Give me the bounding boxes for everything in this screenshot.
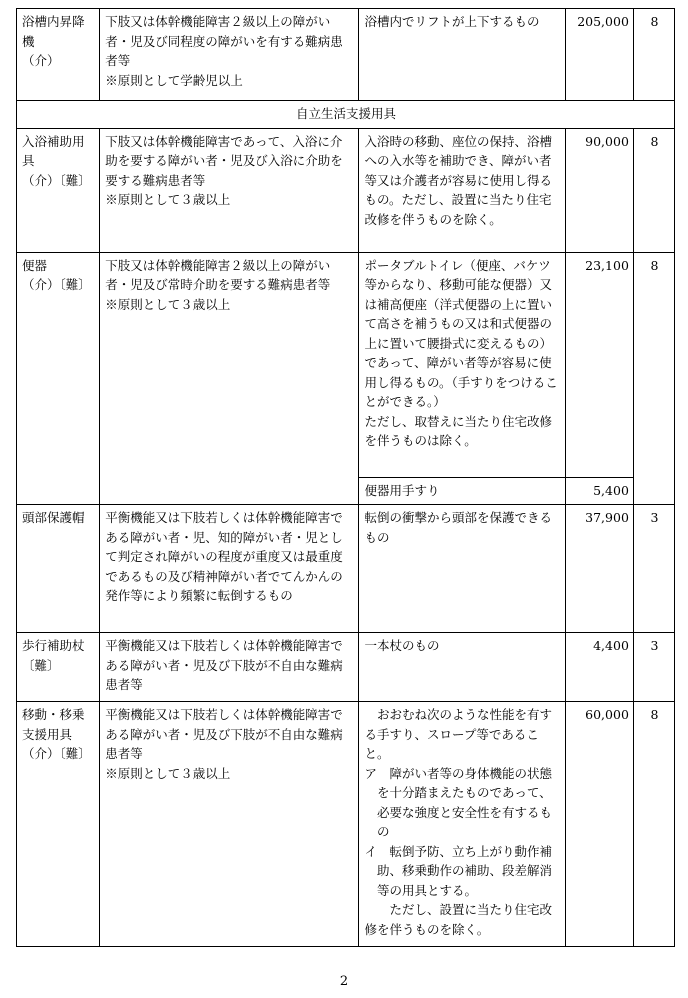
spec-text: 転倒の衝撃から頭部を保護できるもの bbox=[364, 510, 552, 545]
table-row bbox=[17, 252, 675, 477]
spec-text: 入浴時の移動、座位の保持、浴槽への入水等を補助でき、障がい者等又は介護者が容易に使用し得るもの。ただし、設置に当たり住宅改修を伴うものを除く。 bbox=[364, 133, 552, 227]
target-note: ※原則として３歳以上 bbox=[105, 765, 231, 781]
item-name-cell bbox=[17, 128, 100, 252]
target-text: 下肢又は体幹機能障害であって、入浴に介助を要する障がい者・児及び入浴に介助を要する難病患者等 bbox=[105, 133, 343, 188]
sub-spec-cell: 便器用手すり bbox=[359, 477, 565, 505]
target-text: 平衡機能又は下肢若しくは体幹機能障害である障がい者・児及び下肢が不自由な難病患者等 bbox=[105, 707, 343, 761]
item-name: 入浴補助用具 bbox=[22, 133, 85, 168]
item-tag: （介） bbox=[22, 53, 60, 68]
spec-note: ただし、取替えに当たり住宅改修を伴うものは除く。 bbox=[364, 413, 552, 448]
table-row bbox=[17, 633, 675, 702]
item-name: 頭部保護帽 bbox=[22, 510, 85, 525]
years-cell: 8 bbox=[633, 128, 674, 252]
spec-cell bbox=[359, 128, 565, 252]
target-text: 平衡機能又は下肢若しくは体幹機能障害である障がい者・児、知的障がい者・児として判定され障がいの程度が重度又は最重度であるもの及び精神障がい者でてんかんの発作等により頻繁に転倒するもの bbox=[105, 510, 343, 603]
item-tag: （介）〔難〕 bbox=[22, 172, 91, 188]
years-cell: 3 bbox=[633, 633, 674, 702]
spec-text: 一本杖のもの bbox=[364, 638, 440, 653]
years-cell: 8 bbox=[633, 702, 674, 947]
price-cell: 23,100 bbox=[565, 252, 633, 477]
years-cell: 8 bbox=[633, 9, 674, 101]
item-name-cell bbox=[17, 633, 100, 702]
table-row bbox=[17, 9, 675, 101]
section-row bbox=[17, 101, 675, 129]
item-name: 移動・移乗支援用具 bbox=[22, 707, 85, 742]
item-name: 浴槽内昇降機 bbox=[22, 14, 85, 49]
item-tag: （介）〔難〕 bbox=[22, 746, 91, 761]
spec-text: 浴槽内でリフトが上下するもの bbox=[364, 14, 540, 29]
item-tag: （介）〔難〕 bbox=[22, 277, 91, 292]
item-name-cell bbox=[17, 505, 100, 633]
spec-intro: おおむね次のような性能を有する手すり、スロープ等であること。 bbox=[364, 707, 552, 761]
spec-text: ポータブルトイレ（便座、バケツ等からなり、移動可能な便器）又は補高便座（洋式便器の上に置いて高さを補うもの又は和式便器の上に置いて腰掛式に変えるもの）であって、障がい者等が容易に使用し得るもの。（手すりをつけることができる。） bbox=[364, 257, 558, 409]
section-title: 自立生活支援用具 bbox=[17, 101, 675, 129]
target-cell bbox=[100, 702, 359, 947]
item-name: 歩行補助杖 bbox=[22, 638, 85, 653]
spec-cell bbox=[359, 252, 565, 477]
spec-cell bbox=[359, 9, 565, 101]
equipment-table bbox=[16, 8, 675, 947]
item-name: 便器 bbox=[22, 257, 48, 273]
target-text: 下肢又は体幹機能障害２級以上の障がい者・児及び同程度の障がいを有する難病患者等 bbox=[105, 14, 343, 68]
table-row bbox=[17, 128, 675, 252]
price-cell: 4,400 bbox=[565, 633, 633, 702]
target-cell bbox=[100, 505, 359, 633]
years-cell: 3 bbox=[633, 505, 674, 633]
years-cell: 8 bbox=[633, 252, 674, 505]
item-name-cell bbox=[17, 9, 100, 101]
spec-cell bbox=[359, 505, 565, 633]
target-text: 平衡機能又は下肢若しくは体幹機能障害である障がい者・児及び下肢が不自由な難病患者等 bbox=[105, 638, 343, 692]
target-cell bbox=[100, 128, 359, 252]
spec-cell bbox=[359, 702, 565, 947]
price-cell: 90,000 bbox=[565, 128, 633, 252]
target-cell bbox=[100, 9, 359, 101]
sub-price-cell: 5,400 bbox=[565, 477, 633, 505]
table-row bbox=[17, 505, 675, 633]
item-name-cell bbox=[17, 252, 100, 505]
spec-item-a: ア 障がい者等の身体機能の状態を十分踏まえたものであって、必要な強度と安全性を有するもの bbox=[364, 765, 552, 839]
price-cell: 37,900 bbox=[565, 505, 633, 633]
target-text: 下肢又は体幹機能障害２級以上の障がい者・児及び常時介助を要する難病患者等 bbox=[105, 257, 331, 292]
price-cell: 60,000 bbox=[565, 702, 633, 947]
spec-cell bbox=[359, 633, 565, 702]
page-number: 2 bbox=[339, 974, 349, 989]
target-note: ※原則として３歳以上 bbox=[105, 192, 231, 207]
target-note: ※原則として３歳以上 bbox=[105, 296, 231, 312]
target-cell bbox=[100, 633, 359, 702]
item-name-cell bbox=[17, 702, 100, 947]
spec-item-i: イ 転倒予防、立ち上がり動作補助、移乗動作の補助、段差解消等の用具とする。 bbox=[364, 843, 552, 898]
price-cell: 205,000 bbox=[565, 9, 633, 101]
item-tag: 〔難〕 bbox=[22, 657, 60, 673]
table-row bbox=[17, 702, 675, 947]
target-note: ※原則として学齢児以上 bbox=[105, 72, 243, 88]
spec-note: ただし、設置に当たり住宅改修を伴うものを除く。 bbox=[364, 902, 552, 937]
target-cell bbox=[100, 252, 359, 505]
